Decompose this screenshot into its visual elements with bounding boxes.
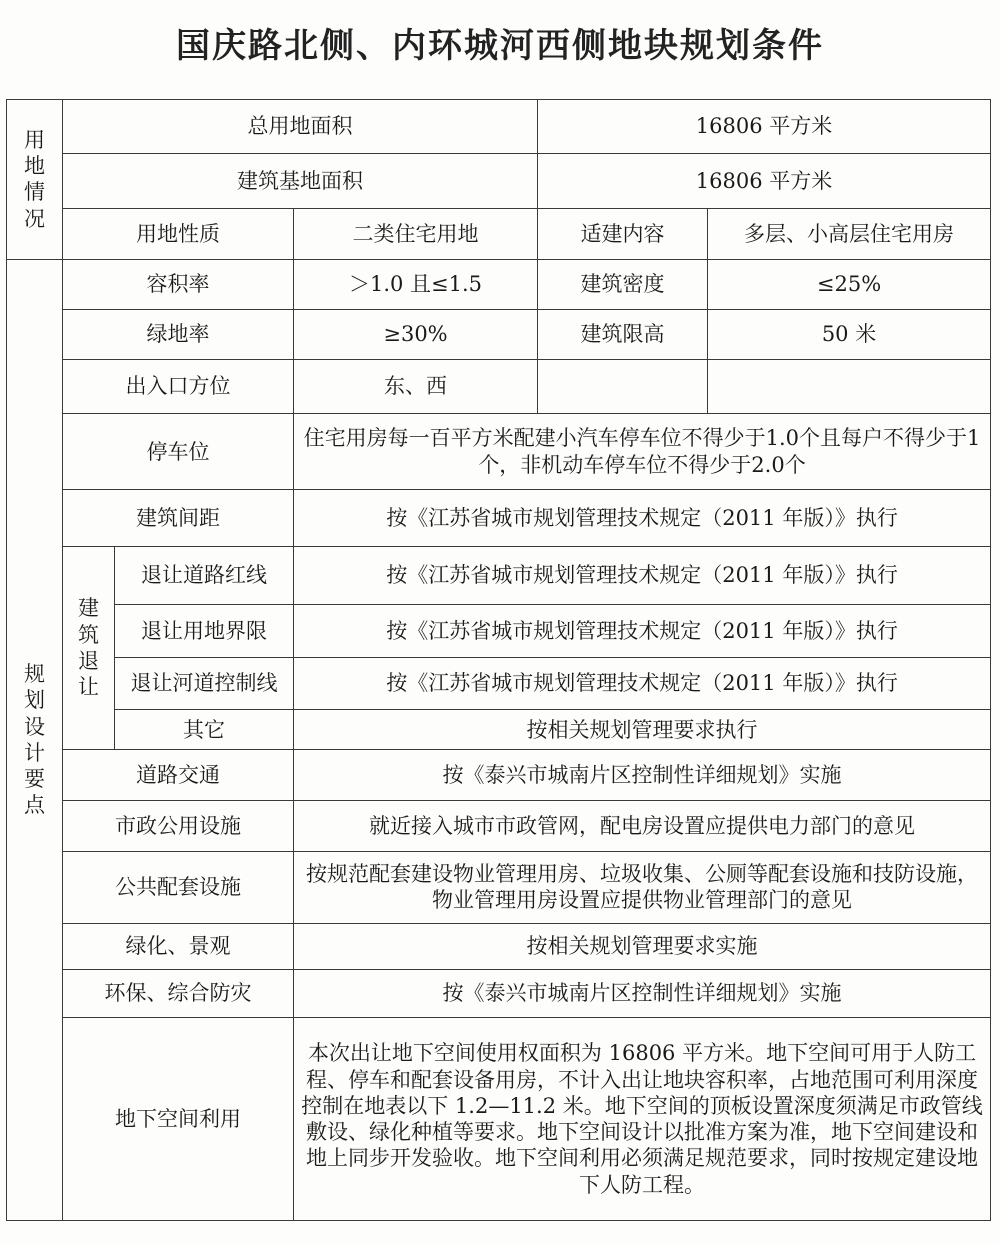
setback-label-text: 建筑退让: [78, 596, 99, 700]
green-ratio-label: 绿地率: [63, 309, 294, 359]
far-label: 容积率: [63, 259, 294, 309]
landscape-value: 按相关规划管理要求实施: [294, 923, 991, 969]
table-row: [7, 414, 991, 490]
other-label: 其它: [115, 710, 294, 750]
density-label: 建筑密度: [538, 259, 708, 309]
entrance-label: 出入口方位: [63, 359, 294, 413]
planning-points-label-text: 规划设计要点: [24, 662, 45, 818]
road-traffic-value: 按《泰兴市城南片区控制性详细规划》实施: [294, 750, 991, 801]
table-row: [7, 100, 991, 154]
table-row: [7, 604, 991, 657]
setback-road-label: 退让道路红线: [115, 546, 294, 604]
table-row: [7, 750, 991, 801]
municipal-facilities-label: 市政公用设施: [63, 801, 294, 851]
empty-cell: [708, 359, 991, 413]
height-limit-label: 建筑限高: [538, 309, 708, 359]
environment-value: 按《泰兴市城南片区控制性详细规划》实施: [294, 969, 991, 1017]
table-row: [7, 259, 991, 309]
table-row: [7, 710, 991, 750]
parking-value: 住宅用房每一百平方米配建小汽车停车位不得少于1.0个且每户不得少于1个，非机动车停车位不得少于2.0个: [294, 414, 991, 490]
building-base-area-label: 建筑基地面积: [63, 154, 538, 209]
environment-label: 环保、综合防灾: [63, 969, 294, 1017]
empty-cell: [538, 359, 708, 413]
setback-road-value: 按《江苏省城市规划管理技术规定（2011 年版）》执行: [294, 546, 991, 604]
table-row: [7, 359, 991, 413]
setback-land-label: 退让用地界限: [115, 604, 294, 657]
density-value: ≤25%: [708, 259, 991, 309]
land-use-label: 用地性质: [63, 209, 294, 259]
setback-river-value: 按《江苏省城市规划管理技术规定（2011 年版）》执行: [294, 657, 991, 709]
public-facilities-label: 公共配套设施: [63, 851, 294, 923]
table-row: [7, 801, 991, 851]
green-ratio-value: ≥30%: [294, 309, 538, 359]
height-limit-value: 50 米: [708, 309, 991, 359]
spacing-value: 按《江苏省城市规划管理技术规定（2011 年版）》执行: [294, 490, 991, 546]
entrance-value: 东、西: [294, 359, 538, 413]
suitable-content-value: 多层、小高层住宅用房: [708, 209, 991, 259]
land-use-value: 二类住宅用地: [294, 209, 538, 259]
table-row: [7, 851, 991, 923]
table-row: [7, 923, 991, 969]
table-row: [7, 1018, 991, 1221]
document-title: 国庆路北侧、内环城河西侧地块规划条件: [176, 26, 824, 66]
setback-river-label: 退让河道控制线: [115, 657, 294, 709]
spacing-label: 建筑间距: [63, 490, 294, 546]
far-value: ＞1.0 且≤1.5: [294, 259, 538, 309]
table-row: [7, 657, 991, 709]
table-row: [7, 969, 991, 1017]
setback-land-value: 按《江苏省城市规划管理技术规定（2011 年版）》执行: [294, 604, 991, 657]
road-traffic-label: 道路交通: [63, 750, 294, 801]
underground-space-label: 地下空间利用: [63, 1018, 294, 1221]
other-value: 按相关规划管理要求执行: [294, 710, 991, 750]
table-row: [7, 546, 991, 604]
planning-points-section-label: [7, 259, 63, 1220]
parking-label: 停车位: [63, 414, 294, 490]
landscape-label: 绿化、景观: [63, 923, 294, 969]
table-row: [7, 490, 991, 546]
suitable-content-label: 适建内容: [538, 209, 708, 259]
land-situation-label-text: 用地情况: [24, 127, 45, 231]
table-row: [7, 309, 991, 359]
total-area-value: 16806 平方米: [538, 100, 991, 154]
table-row: [7, 154, 991, 209]
municipal-facilities-value: 就近接入城市市政管网，配电房设置应提供电力部门的意见: [294, 801, 991, 851]
table-row: [7, 209, 991, 259]
underground-space-value: 本次出让地下空间使用权面积为 16806 平方米。地下空间可用于人防工程、停车和配套设备用房，不计入出让地块容积率，占地范围可利用深度控制在地表以下 1.2—11.2 米。地下空间的顶板设置深度须满足市政管线敷设、绿化种植等要求。地下空间设计以批准方案为准，地下空间建设和地上同步开发验收。地下空间利用必须满足规范要求，同时按规定建设地下人防工程。: [294, 1018, 991, 1221]
building-base-area-value: 16806 平方米: [538, 154, 991, 209]
setback-section-label: [63, 546, 115, 750]
total-area-label: 总用地面积: [63, 100, 538, 154]
land-situation-section-label: [7, 100, 63, 260]
public-facilities-value: 按规范配套建设物业管理用房、垃圾收集、公厕等配套设施和技防设施，物业管理用房设置应提供物业管理部门的意见: [294, 851, 991, 923]
planning-conditions-table: [6, 99, 991, 1221]
